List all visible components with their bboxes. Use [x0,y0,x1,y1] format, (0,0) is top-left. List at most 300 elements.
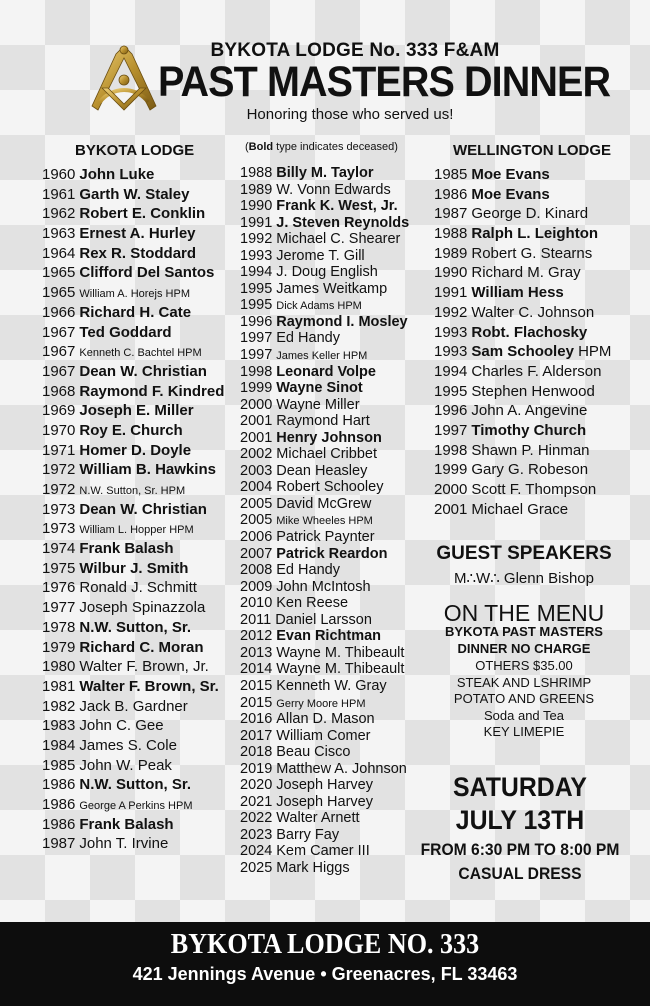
list-item [240,496,409,513]
year: 2015 [240,694,273,711]
list-item [240,330,409,347]
year: 1965 [42,264,76,282]
member-name: J. Steven Reynolds [276,214,410,231]
list-item [240,628,409,645]
list-item [240,761,409,778]
list-item [434,441,611,461]
year: 1969 [42,402,76,420]
list-item [42,736,224,756]
member-name: Scott F. Thompson [471,481,597,498]
list-item [42,342,224,362]
footer-lodge-name: BYKOTA LODGE NO. 333 [170,928,480,960]
list-item [434,323,611,343]
member-name: John W. Peak [79,756,172,774]
member-name: Daniel Larsson [275,611,372,628]
list-item [240,678,409,695]
member-name: John T. Irvine [79,835,169,853]
member-name: Moe Evans [471,185,550,203]
year: 1977 [42,599,76,617]
year: 1990 [240,198,273,215]
list-item [42,539,224,559]
list-item [42,224,224,244]
list-item [240,314,409,331]
year: 2009 [240,578,273,595]
member-name: Richard H. Cate [79,303,192,321]
year: 1997 [240,330,273,347]
list-item [42,775,224,795]
year: 1971 [42,441,76,459]
year: 2021 [240,793,273,810]
list-item [240,264,409,281]
member-name: William Comer [276,727,371,744]
year: 2005 [240,512,273,529]
year: 1966 [42,303,76,321]
year: 2022 [240,810,273,827]
year: 1985 [434,166,468,183]
menu-line: KEY LIMEPIE [483,724,565,739]
list-item [434,263,611,283]
list-item [42,421,224,441]
member-name: Kenneth W. Gray [276,677,387,694]
list-item [240,777,409,794]
year: 2018 [240,744,273,761]
member-name: Mark Higgs [276,859,350,876]
list-item [42,500,224,520]
member-name: Ed Handy [276,330,340,347]
member-name: Roy E. Church [79,421,183,439]
list-item [434,244,611,264]
year: 2001 [240,413,273,430]
year: 2007 [240,545,273,562]
member-name: Gerry Moore HPM [276,697,366,710]
list-item [434,460,611,480]
member-name: Joseph Harvey [276,777,373,794]
year: 1979 [42,638,76,656]
list-item [42,598,224,618]
list-item [240,744,409,761]
year: 1995 [434,382,468,400]
year: 1984 [42,736,76,754]
list-item [42,559,224,579]
list-item [240,215,409,232]
list-item [434,500,611,520]
member-name: Richard M. Gray [471,264,581,282]
year: 2013 [240,644,273,661]
list-item [240,198,409,215]
year: 2016 [240,711,273,728]
list-item [42,657,224,677]
list-item [240,695,409,712]
member-name: Clifford Del Santos [79,264,215,282]
member-name: Walter F. Brown, Sr. [79,677,219,695]
list-item [240,380,409,397]
list-item [240,728,409,745]
member-name: Timothy Church [471,421,587,439]
member-name: Dean W. Christian [79,362,207,380]
member-name: Robert G. Stearns [471,244,593,262]
member-name: Richard C. Moran [79,638,204,656]
member-name: Leonard Volpe [276,363,376,380]
member-name: Ed Handy [276,562,340,579]
list-item [434,165,611,185]
year: 1991 [434,284,468,302]
member-name: William Hess [471,284,564,302]
member-name: Joseph Spinazzola [79,599,206,617]
member-suffix: HPM [573,343,612,361]
page-title: PAST MASTERS DINNER [158,58,611,106]
year: 1967 [42,362,76,380]
list-item [240,579,409,596]
list-item [434,224,611,244]
member-name: Ronald J. Schmitt [79,579,197,597]
event-dress: CASUAL DRESS [458,864,582,883]
list-item [240,297,409,314]
bykota-heading: BYKOTA LODGE [75,142,195,159]
list-item [42,382,224,402]
year: 2011 [240,611,272,628]
list-item [240,661,409,678]
year: 2001 [434,500,468,518]
year: 1985 [42,756,76,774]
year: 1972 [42,481,76,498]
member-name: Frank Balash [79,815,174,833]
member-name: Kenneth C. Bachtel HPM [79,347,202,360]
menu-line: Soda and Tea [484,708,564,723]
list-item [42,815,224,835]
member-name: Sam Schooley [471,343,574,361]
year: 1992 [434,303,468,321]
year: 2020 [240,777,273,794]
year: 1995 [240,280,273,297]
list-item [42,834,224,854]
list-item [240,595,409,612]
list-item [434,362,611,382]
member-name: Ernest A. Hurley [79,225,196,243]
list-item [434,303,611,323]
member-name: Barry Fay [276,826,340,843]
member-name: Joseph E. Miller [79,402,194,420]
list-item [240,546,409,563]
year: 2003 [240,462,273,479]
member-name: James S. Cole [79,736,177,754]
list-item [42,362,224,382]
list-item [240,397,409,414]
member-name: Wayne M. Thibeault [276,644,405,661]
member-name: Ralph L. Leighton [471,225,599,243]
year: 1960 [42,166,76,183]
member-name: Joseph Harvey [276,793,373,810]
list-item [42,697,224,717]
year: 1987 [42,835,76,853]
year: 1962 [42,205,76,223]
year: 1998 [434,441,468,459]
list-item [240,182,409,199]
list-item [240,165,409,182]
member-name: John Luke [79,166,155,183]
member-name: Michael C. Shearer [276,231,401,248]
list-item [240,231,409,248]
year: 2006 [240,529,273,546]
list-item [434,342,611,362]
member-name: William L. Hopper HPM [79,524,194,537]
list-item [42,263,224,283]
guest-speakers-heading: GUEST SPEAKERS [436,543,612,564]
year: 1963 [42,225,76,243]
member-name: Mike Wheeles HPM [276,515,373,528]
member-name: Patrick Reardon [276,545,388,562]
year: 1981 [42,677,76,695]
member-name: Wayne M. Thibeault [276,661,405,678]
middle-list [240,165,409,877]
menu-line: DINNER NO CHARGE [457,641,591,656]
list-item [240,843,409,860]
member-name: Rex R. Stoddard [79,244,197,262]
year: 1998 [240,363,273,380]
year: 1993 [240,247,273,264]
list-item [240,529,409,546]
year: 2004 [240,479,273,496]
list-item [434,283,611,303]
member-name: W. Vonn Edwards [276,181,391,198]
member-name: Wilbur J. Smith [79,559,189,577]
member-name: John A. Angevine [471,402,588,420]
list-item [240,827,409,844]
year: 1967 [42,323,76,341]
event-day: SATURDAY [453,772,587,802]
year: 1964 [42,244,76,262]
member-name: Moe Evans [471,166,550,183]
wellington-heading: WELLINGTON LODGE [453,142,612,159]
list-item [240,860,409,877]
member-name: Michael Cribbet [276,446,378,463]
deceased-note: (Bold type indicates deceased) [245,141,398,153]
member-name: John C. Gee [79,717,164,735]
year: 2017 [240,727,273,744]
year: 1972 [42,461,76,479]
year: 1991 [240,214,273,231]
member-name: Frank Balash [79,540,174,558]
list-item [240,430,409,447]
year: 2000 [434,481,468,498]
member-name: Henry Johnson [276,429,382,446]
year: 1973 [42,500,76,518]
year: 1990 [434,264,468,282]
year: 2010 [240,595,273,612]
year: 1988 [240,165,273,181]
list-item [42,244,224,264]
year: 1996 [434,402,468,420]
year: 2024 [240,843,273,860]
footer-address: 421 Jennings Avenue • Greenacres, FL 33463 [132,964,518,984]
member-name: Gary G. Robeson [471,461,589,479]
list-item [240,612,409,629]
menu-line: BYKOTA PAST MASTERS [445,624,603,639]
year: 1992 [240,231,273,248]
list-item [240,645,409,662]
list-item [240,794,409,811]
member-name: Raymond F. Kindred [79,382,225,400]
year: 2023 [240,826,273,843]
member-name: Robt. Flachosky [471,323,588,341]
member-name: Walter F. Brown, Jr. [79,658,209,676]
guest-speaker-name: M∴W∴ Glenn Bishop [454,570,594,587]
member-name: Matthew A. Johnson [276,760,407,777]
list-item [240,248,409,265]
member-name: Jack B. Gardner [79,697,188,715]
member-name: N.W. Sutton, Sr. HPM [79,485,186,497]
year: 1978 [42,618,76,636]
member-name: Michael Grace [471,500,569,518]
list-item [42,283,224,303]
member-name: George A Perkins HPM [79,800,193,812]
member-name: Ted Goddard [79,323,172,341]
list-item [42,480,224,500]
list-item [42,165,224,185]
year: 1986 [434,185,468,203]
member-name: Kem Camer III [276,843,370,860]
list-item [42,460,224,480]
member-name: James Weitkamp [276,280,388,297]
member-name: George D. Kinard [471,205,589,223]
list-item [42,618,224,638]
year: 2002 [240,446,273,463]
list-item [240,446,409,463]
year: 1982 [42,697,76,715]
year: 1997 [434,421,468,439]
year: 1974 [42,540,76,558]
member-name: Garth W. Staley [79,185,190,203]
year: 2015 [240,677,273,694]
member-name: Ken Reese [276,595,349,612]
year: 2012 [240,628,273,645]
year: 1986 [42,815,76,833]
year: 1996 [240,313,273,330]
member-name: Evan Richtman [276,628,382,645]
member-name: N.W. Sutton, Sr. [79,776,192,794]
year: 1994 [434,362,468,380]
member-name: N.W. Sutton, Sr. [79,618,192,636]
member-name: Homer D. Doyle [79,441,192,459]
member-name: Billy M. Taylor [276,165,374,181]
subtitle: Honoring those who served us! [246,106,454,123]
member-name: Wayne Miller [276,396,360,413]
member-name: Dean W. Christian [79,500,207,518]
list-item [42,303,224,323]
menu-line: OTHERS $35.00 [475,658,573,673]
list-item [42,185,224,205]
year: 2008 [240,562,273,579]
year: 1987 [434,205,468,223]
list-item [42,441,224,461]
member-name: Dean Heasley [276,462,368,479]
year: 1980 [42,658,76,676]
year: 2005 [240,495,273,512]
year: 1999 [434,461,468,479]
list-item [42,401,224,421]
year: 1989 [240,181,273,198]
list-item [240,711,409,728]
list-item [42,795,224,815]
member-name: William A. Horejs HPM [79,288,190,301]
footer-bar [0,922,650,1006]
list-item [434,382,611,402]
member-name: Charles F. Alderson [471,362,602,380]
member-name: Dick Adams HPM [276,300,362,313]
list-item [240,562,409,579]
list-item [434,480,611,500]
member-name: Walter C. Johnson [471,303,595,321]
list-item [42,716,224,736]
list-item [434,421,611,441]
list-item [240,479,409,496]
year: 1970 [42,421,76,439]
list-item [42,323,224,343]
year: 1983 [42,717,76,735]
member-name: Wayne Sinot [276,380,363,397]
year: 1986 [42,796,76,813]
member-name: Jerome T. Gill [276,247,365,264]
year: 1993 [434,323,468,341]
list-item [42,204,224,224]
list-item [240,347,409,364]
year: 1997 [240,347,273,364]
year: 1988 [434,225,468,243]
member-name: Shawn P. Hinman [471,441,590,459]
year: 2001 [240,429,273,446]
list-item [240,364,409,381]
year: 2014 [240,661,273,678]
year: 1995 [240,297,273,314]
bykota-list [42,165,224,854]
member-name: John McIntosh [276,578,371,595]
event-time: FROM 6:30 PM TO 8:00 PM [420,840,620,859]
year: 1973 [42,520,76,538]
member-name: Beau Cisco [276,744,351,761]
member-name: Raymond I. Mosley [276,313,408,330]
list-item [434,401,611,421]
member-name: David McGrew [276,495,372,512]
year: 1994 [240,264,273,281]
menu-line: STEAK AND LSHRIMP [456,675,592,690]
list-item [240,413,409,430]
year: 1986 [42,776,76,794]
year: 2025 [240,859,273,876]
member-name: Walter Arnett [276,810,360,827]
list-item [240,463,409,480]
year: 2000 [240,396,273,413]
list-item [42,756,224,776]
list-item [240,810,409,827]
list-item [42,677,224,697]
year: 1989 [434,244,468,262]
year: 1965 [42,284,76,302]
list-item [240,512,409,529]
wellington-list [434,165,611,519]
member-name: Robert Schooley [276,479,384,496]
member-name: Allan D. Mason [276,711,375,728]
year: 1993 [434,343,468,361]
year: 1999 [240,380,273,397]
menu-heading: ON THE MENU [443,600,605,626]
list-item [434,204,611,224]
member-name: James Keller HPM [276,350,368,363]
member-name: J. Doug English [276,264,378,281]
list-item [42,578,224,598]
year: 1975 [42,559,76,577]
year: 1967 [42,343,76,361]
year: 1976 [42,579,76,597]
member-name: William B. Hawkins [79,461,216,479]
